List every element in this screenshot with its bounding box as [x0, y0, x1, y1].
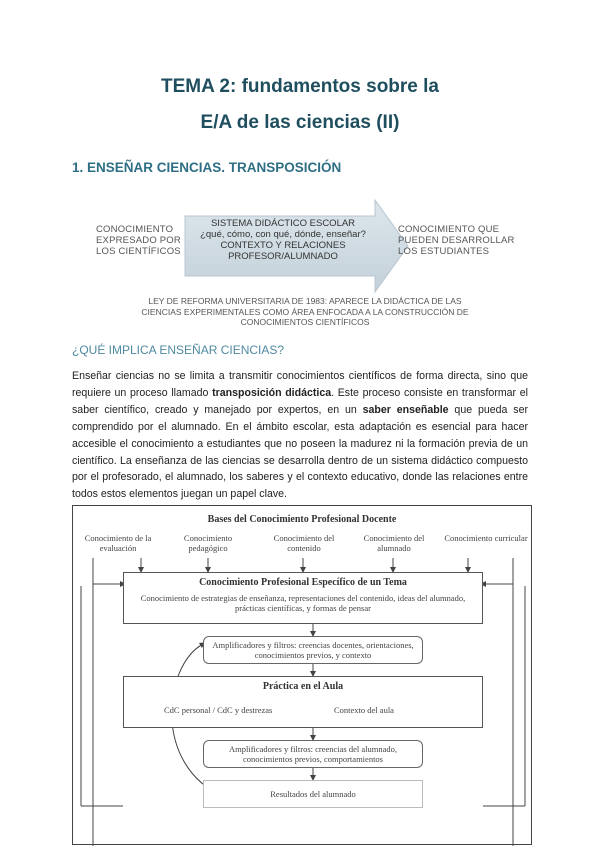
base-curricular: Conocimiento curricular: [444, 533, 528, 543]
classroom-right-text: Contexto del aula: [334, 705, 394, 715]
scientific-knowledge-label: CONOCIMIENTO EXPRESADO POR LOS CIENTÍFICOS: [96, 224, 181, 257]
section2-heading: ¿QUÉ IMPLICA ENSEÑAR CIENCIAS?: [72, 343, 285, 357]
base-evaluation: Conocimiento de la evaluación: [84, 533, 152, 553]
page-title-line1: TEMA 2: fundamentos sobre la: [161, 76, 439, 97]
didactic-system-text: [188, 218, 378, 262]
diagram-title: Bases del Conocimiento Profesional Docente: [207, 514, 397, 525]
para-part-c: . Este proceso consiste en transformar el saber científico, creado y manejado por expertos, en un: [72, 386, 528, 416]
pck-model-diagram: [72, 505, 532, 845]
arrow-line1: SISTEMA DIDÁCTICO ESCOLAR: [210, 218, 356, 229]
student-knowledge-label: CONOCIMIENTO QUE PUEDEN DESARROLLAR LOS ESTUDIANTES: [398, 224, 515, 257]
cpe-box: [123, 572, 483, 624]
amplifiers-student-box: Amplificadores y filtros: creencias del alumnado, conocimientos previos, comportamientos: [203, 740, 423, 768]
para-part-e: que pueda ser comprendido por el alumnado. En el ámbito escolar, esta adaptación es esencial para hacer accesible el conocimiento a estudiantes que no poseen la madurez ni la formación previa de un científico. La enseñanza de las ciencias se desarrolla dentro de un sistema didáctico compuesto por el profesorado, el alumnado, los saberes y el contexto educativo, donde las relaciones entre todos estos elementos juegan un papel clave.: [72, 403, 528, 501]
para-bold-saber: saber enseñable: [362, 403, 449, 416]
amplifiers-teacher-box: Amplificadores y filtros: creencias docentes, orientaciones, conocimientos previos, y contexto: [203, 636, 423, 664]
arrow-line3: CONTEXTO Y RELACIONES: [220, 240, 346, 251]
classroom-title: Práctica en el Aula: [262, 681, 344, 692]
cpe-title: Conocimiento Profesional Específico de un Tema: [199, 577, 407, 588]
cpe-text: Conocimiento de estrategias de enseñanza, representaciones del contenido, ideas del alumnado, prácticas científicas, y formas de pensar: [140, 593, 466, 613]
arrow-line4: PROFESOR/ALUMNADO: [228, 251, 338, 262]
base-students: Conocimiento del alumnado: [363, 533, 425, 553]
body-paragraph: [72, 368, 528, 503]
arrow-line2: ¿qué, cómo, con qué, dónde, enseñar?: [200, 229, 366, 240]
base-pedagogical: Conocimiento pedagógico: [183, 533, 233, 553]
ley-reforma-text: LEY DE REFORMA UNIVERSITARIA DE 1983: APARECE LA DIDÁCTICA DE LAS CIENCIAS EXPERIMENTALES COMO ÁREA ENFOCADA A LA CONSTRUCCIÓN DE CONOCIMIENTOS CIENTÍFICOS: [141, 296, 469, 327]
page-title-line2: E/A de las ciencias (II): [200, 112, 400, 133]
classroom-left-text: CdC personal / CdC y destrezas: [164, 705, 273, 715]
student-outcomes-text: Resultados del alumnado: [270, 789, 356, 799]
para-part-a: Enseñar ciencias no se limita a transmitir conocimientos científicos de forma directa, sino que requiere un proceso llamado: [72, 370, 528, 399]
base-content: Conocimiento del contenido: [273, 533, 335, 553]
classroom-practice-box: [123, 676, 483, 728]
para-bold-transposicion: transposición didáctica: [212, 386, 332, 399]
student-outcomes-box: [203, 780, 423, 808]
section1-heading: 1. ENSEÑAR CIENCIAS. TRANSPOSICIÓN: [72, 160, 342, 175]
